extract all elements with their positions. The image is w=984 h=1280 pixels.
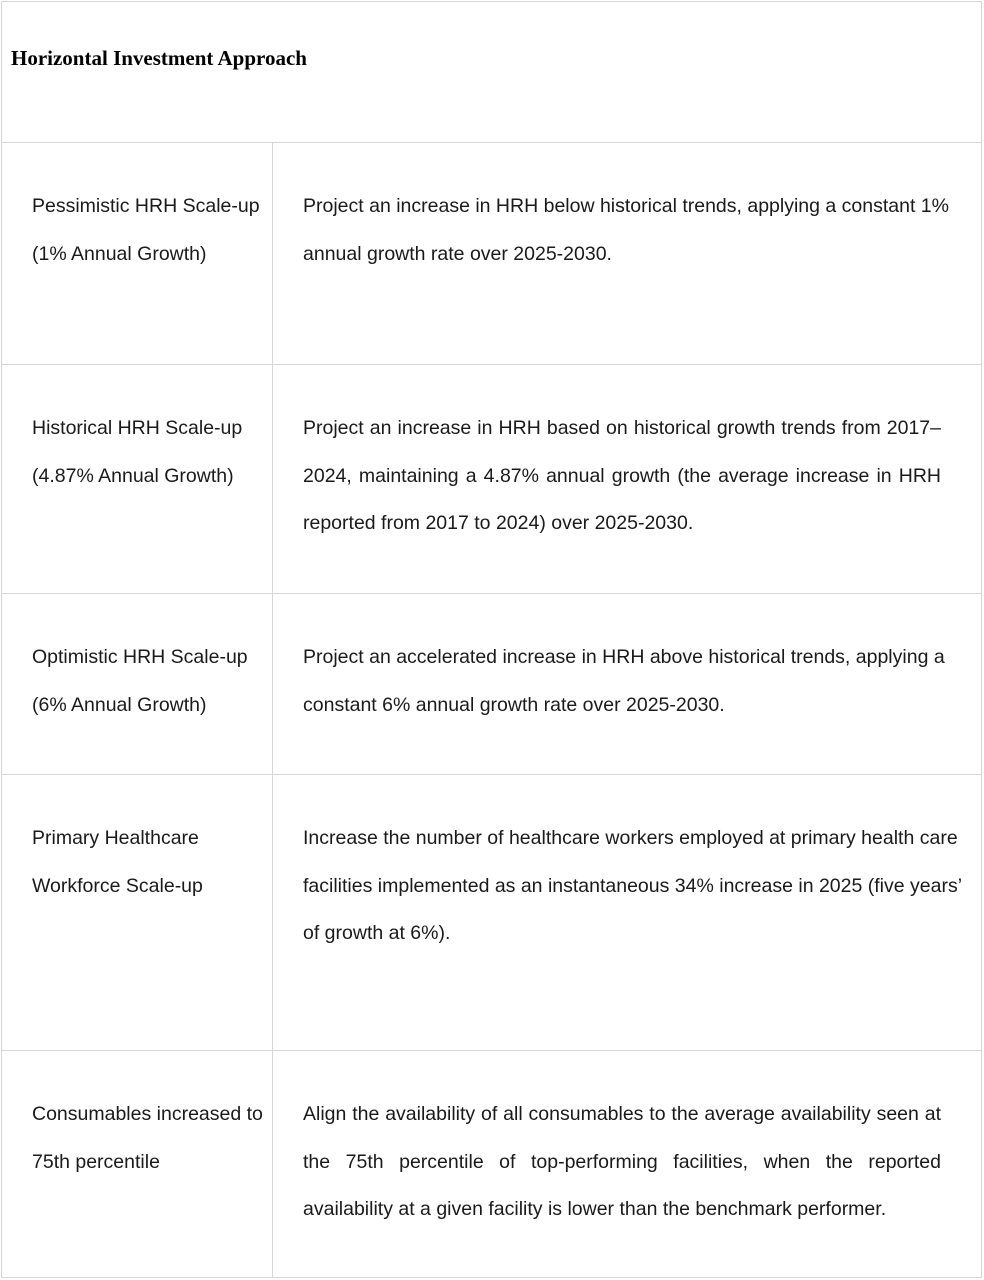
scenario-name-line: Consumables increased to [32,1103,263,1125]
scenario-name-line: Workforce Scale-up [32,874,203,897]
description-line: constant 6% annual growth rate over 2025-2030. [303,693,725,716]
table-row [2,594,981,775]
description-line: of growth at 6%). [303,922,451,944]
scenario-description-cell [273,594,981,774]
table-row [2,143,981,365]
scenario-name [32,815,268,910]
table-header-row [2,2,981,143]
description-line: Project an increase in HRH based on historical growth trends from 2017– [303,417,941,439]
scenario-description [303,1091,941,1234]
scenario-name-cell [2,775,273,1050]
scenario-name-cell [2,1051,273,1277]
scenario-description-cell [273,1051,981,1277]
scenario-description [303,405,941,548]
scenario-name-line: Pessimistic HRH Scale-up [32,195,260,217]
description-line: facilities implemented as an instantaneous 34% increase in 2025 (five years’ [303,874,963,897]
description-line: availability at a given facility is lower than the benchmark performer. [303,1198,887,1220]
description-line: annual growth rate over 2025-2030. [303,242,612,265]
table-row [2,365,981,594]
scenario-description-cell [273,143,981,364]
scenario-description [303,815,963,958]
description-line: Project an increase in HRH below historical trends, applying a constant 1% [303,195,949,217]
scenario-description-cell [273,365,981,593]
description-line: Increase the number of healthcare workers employed at primary health care [303,827,958,849]
scenario-name-line: (1% Annual Growth) [32,242,207,265]
scenario-name-cell [2,594,273,774]
scenario-name-line: 75th percentile [32,1150,160,1173]
scenario-name [32,1091,268,1186]
description-line: the 75th percentile of top-performing facilities, when the reported [303,1150,941,1173]
table-row [2,775,981,1051]
scenario-name-cell [2,143,273,364]
scenario-name-line: (4.87% Annual Growth) [32,464,234,487]
description-line: reported from 2017 to 2024) over 2025-2030. [303,512,694,534]
scenario-name-line: Primary Healthcare [32,827,199,849]
scenario-description [303,634,945,729]
scenario-description [303,183,949,278]
scenario-name-line: Historical HRH Scale-up [32,417,243,439]
scenario-name-line: (6% Annual Growth) [32,693,207,716]
investment-table [1,1,982,1278]
description-line: Align the availability of all consumables to the average availability seen at [303,1103,941,1125]
scenario-name [32,634,268,729]
description-line: Project an accelerated increase in HRH above historical trends, applying a [303,646,945,668]
table-row [2,1051,981,1277]
scenario-name [32,405,268,500]
scenario-name-line: Optimistic HRH Scale-up [32,646,248,668]
scenario-name-cell [2,365,273,593]
description-line: 2024, maintaining a 4.87% annual growth (the average increase in HRH [303,464,941,487]
scenario-name [32,183,268,278]
scenario-description-cell [273,775,981,1050]
table-title: Horizontal Investment Approach [11,46,307,70]
